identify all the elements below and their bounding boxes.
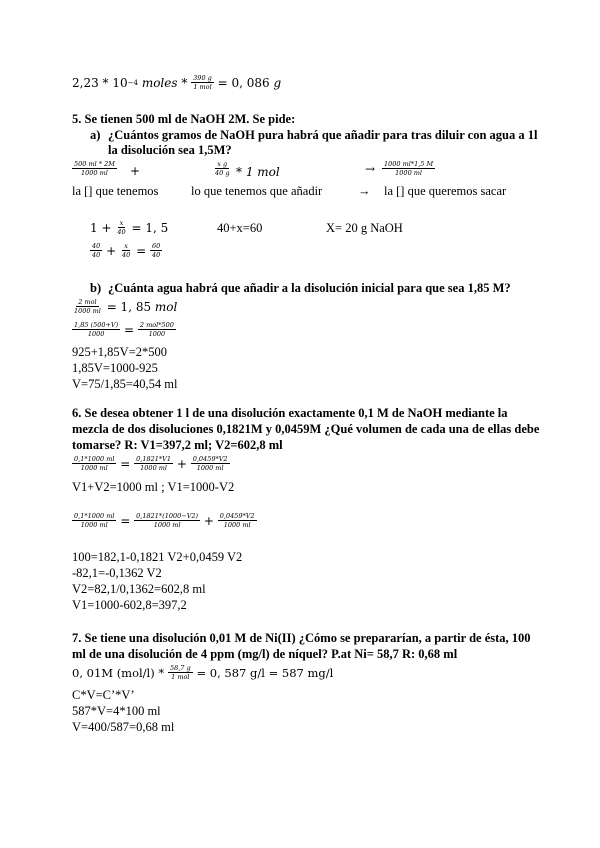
q6-e7: V1=1000-602,8=397,2 xyxy=(72,598,187,612)
q5-title: 5. Se tienen 500 ml de NaOH 2M. Se pide: xyxy=(72,112,296,126)
q5-eqD: $\frac{40}{40}$ + $\frac{x}{40}$ = $\frac{60}{40}$ xyxy=(92,242,161,259)
q5-arrow: → xyxy=(365,162,376,176)
q6-e1: $\frac{0,1*1000 ml}{1000 ml}$ = $\frac{0,1821*V1}{1000 ml}$ + $\frac{0,0459*V2}{1000 ml}$ xyxy=(74,455,228,472)
q6-e5: -82,1=-0,1362 V2 xyxy=(72,566,162,580)
eq-pow: 10 xyxy=(112,75,128,90)
q7-e4: V=400/587=0,68 ml xyxy=(72,720,175,734)
top-equation xyxy=(72,74,281,91)
q5-frac3: $\frac{1000 ml*1,5 M}{1000 ml}$ xyxy=(384,160,434,177)
q5-frac1: $\frac{500 ml * 2M}{1000 ml}$ xyxy=(74,160,115,177)
q5-label3: la [] que queremos sacar xyxy=(384,184,507,198)
q5-b4: 1,85V=1000-925 xyxy=(72,361,158,375)
q7-e1: 0, 01M (mol/l) * $\frac{58,7 g}{\text{1 mol}}$ = 0, 587 g/l = 587 mg/l xyxy=(72,664,334,681)
q7-e2: C*V=C’*V’ xyxy=(72,688,135,702)
q6-e3: $\frac{0,1*1000 ml}{1000 ml}$ = $\frac{0,1821*(1000-V2)}{1000 ml}$ + $\frac{0,0459*V2}{1000 ml}$ xyxy=(74,512,255,529)
eq-coef: 2,23 xyxy=(72,75,99,90)
q5-arrow2: → xyxy=(358,184,371,198)
q5-frac2: $\frac{\text{x g}}{40 g}$ xyxy=(215,160,230,177)
q5-eqC: X= 20 g NaOH xyxy=(326,221,403,235)
q5-b3: 925+1,85V=2*500 xyxy=(72,345,168,359)
q5-b-label: b) xyxy=(90,281,102,295)
q5-a-text1: ¿Cuántos gramos de NaOH pura habrá que añadir para tras diluir con agua a 1l xyxy=(108,128,538,142)
eq-star2: * xyxy=(181,75,188,90)
q6-e4: 100=182,1-0,1821 V2+0,0459 V2 xyxy=(72,550,243,564)
q5-plus: + xyxy=(130,164,141,178)
q6-e6: V2=82,1/0,1362=602,8 ml xyxy=(72,582,206,596)
q5-label2: lo que tenemos que añadir xyxy=(191,184,323,198)
eq-exp: −4 xyxy=(127,78,138,87)
q5-frac2-rest: * 1 mol xyxy=(236,165,280,179)
q5-eqB: 40+x=60 xyxy=(217,221,263,235)
q5-a-text2: la disolución sea 1,5M? xyxy=(108,143,232,157)
q5-b-text: ¿Cuánta agua habrá que añadir a la disolución inicial para que sea 1,85 M? xyxy=(108,281,511,295)
q7-e3: 587*V=4*100 ml xyxy=(72,704,161,718)
q6-e2: V1+V2=1000 ml ; V1=1000-V2 xyxy=(72,480,235,494)
eq-result: = 0, 086 xyxy=(217,75,270,90)
q7-title1: 7. Se tiene una disolución 0,01 M de Ni(II) ¿Cómo se prepararían, a partir de ésta, 100 xyxy=(72,631,531,645)
eq-unit: moles xyxy=(141,75,178,90)
eq-unit2: g xyxy=(273,75,282,90)
q5-b5: V=75/1,85=40,54 ml xyxy=(72,377,178,391)
q5-b1: $\frac{\text{2 mol}}{1000 ml}$ = 1, 85 mol xyxy=(74,298,178,315)
q6-title1: 6. Se desea obtener 1 l de una disolución exactamente 0,1 M de NaOH mediante la xyxy=(72,406,508,420)
q5-a-label: a) xyxy=(90,128,101,142)
q5-label1: la [] que tenemos xyxy=(72,184,159,198)
q6-title2: mezcla de dos disoluciones 0,1821M y 0,0459M ¿Qué volumen de cada una de ellas debe xyxy=(72,422,540,436)
eq-fraction: $\frac{390 g}{\text{1 mol}}$ xyxy=(193,74,212,91)
eq-star: * xyxy=(102,75,109,90)
q5-eqA: 1 + $\frac{x}{40}$ = 1, 5 xyxy=(90,219,169,236)
q5-b2: $\frac{1,85 (500+V)}{1000}$ = $\frac{\text{2 mol*500}}{1000}$ xyxy=(74,321,174,338)
q7-title2: ml de una disolución de 4 ppm (mg/l) de níquel? P.at Ni= 58,7 R: 0,68 ml xyxy=(72,647,458,661)
q6-title3: tomarse? R: V1=397,2 ml; V2=602,8 ml xyxy=(72,438,283,452)
